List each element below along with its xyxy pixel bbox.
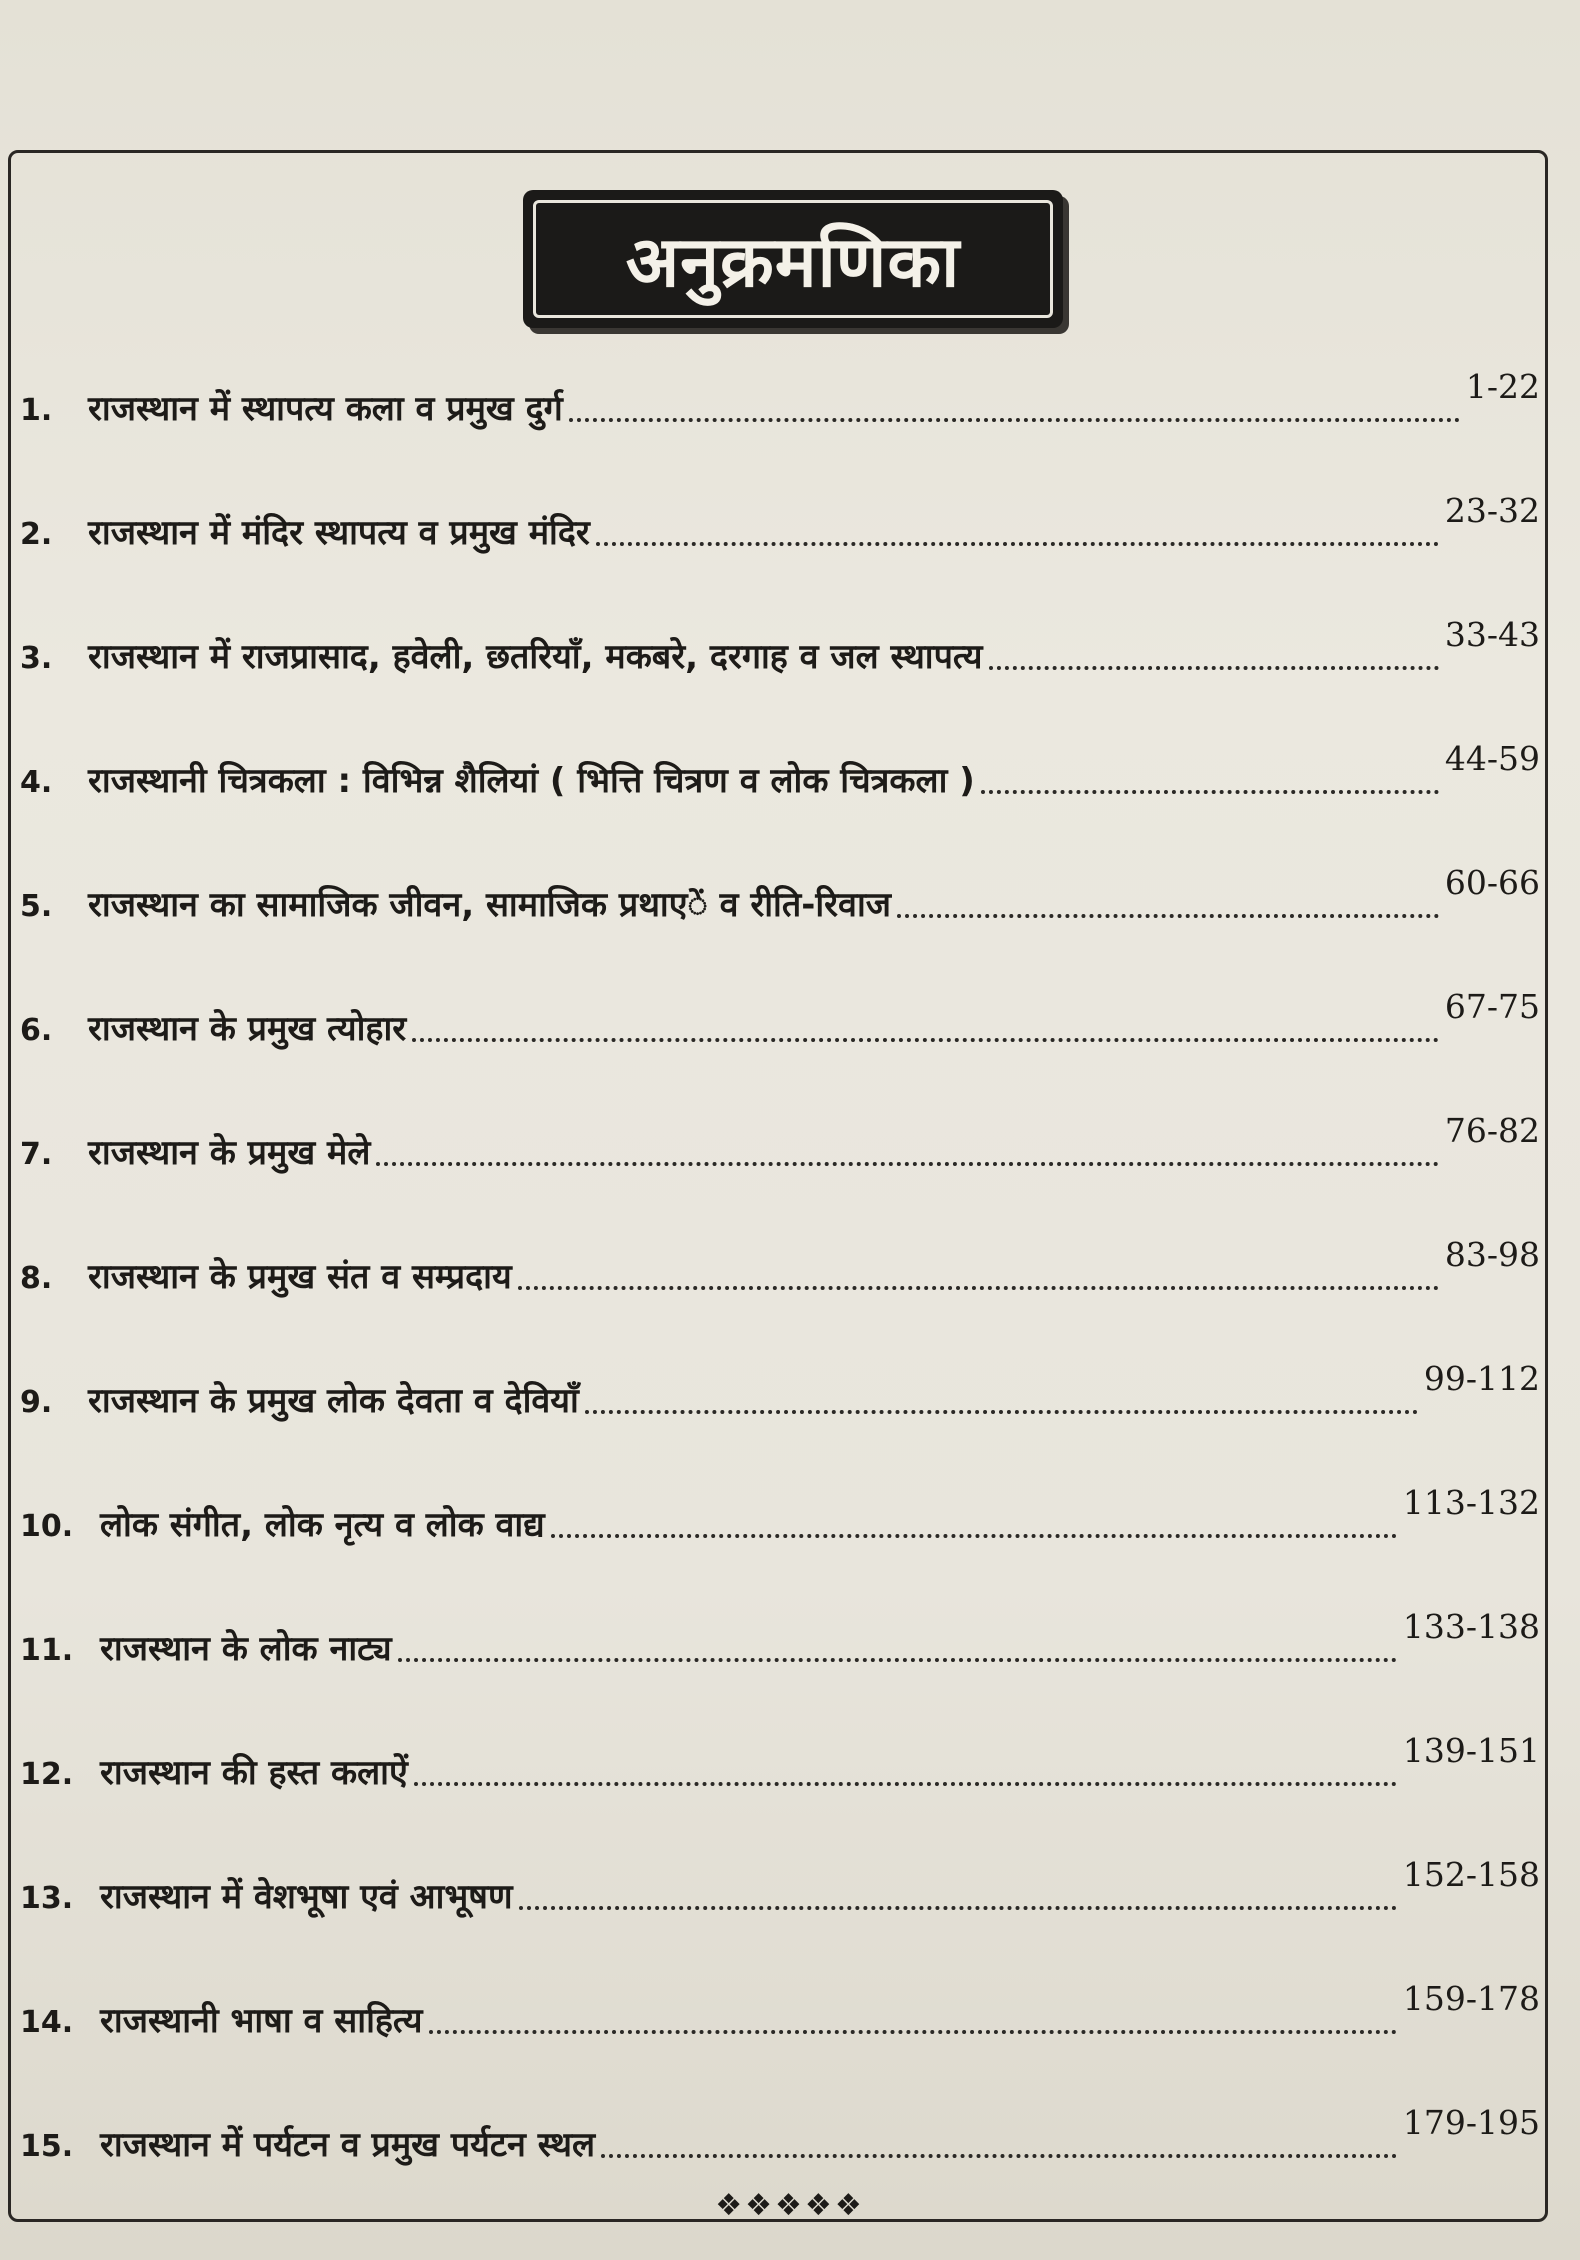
toc-entry xyxy=(20,1855,1540,1920)
toc-entry xyxy=(20,987,1540,1052)
entry-title: राजस्थान के लोक नाट्य xyxy=(100,1629,392,1669)
entry-pages: 179-195 xyxy=(1402,2103,1540,2142)
entry-title: राजस्थान के प्रमुख त्योहार xyxy=(88,1009,407,1049)
dot-leader xyxy=(414,1782,1397,1786)
entry-pages: 139-151 xyxy=(1402,1731,1540,1770)
entry-pages: 23-32 xyxy=(1444,491,1540,530)
entry-number: 6. xyxy=(20,1013,53,1048)
title-banner-inner xyxy=(533,200,1053,318)
toc-entry xyxy=(20,863,1540,928)
entry-number: 2. xyxy=(20,517,53,552)
toc-entry xyxy=(20,1235,1540,1300)
toc-entry xyxy=(20,367,1540,432)
dot-leader xyxy=(981,790,1439,794)
toc-entry xyxy=(20,1731,1540,1796)
dot-leader xyxy=(412,1038,1439,1042)
entry-number: 15. xyxy=(20,2129,74,2164)
entry-number: 12. xyxy=(20,1757,74,1792)
entry-pages: 60-66 xyxy=(1444,863,1540,902)
entry-title: राजस्थान में मंदिर स्थापत्य व प्रमुख मंदिर xyxy=(88,513,590,553)
entry-title: राजस्थान के प्रमुख संत व सम्प्रदाय xyxy=(88,1257,512,1297)
entry-number: 4. xyxy=(20,765,53,800)
entry-number: 3. xyxy=(20,641,53,676)
dot-leader xyxy=(429,2030,1397,2034)
entry-title: राजस्थान का सामाजिक जीवन, सामाजिक प्रथाएें व रीति-रिवाज xyxy=(88,885,891,925)
dot-leader xyxy=(376,1162,1438,1166)
entry-title: लोक संगीत, लोक नृत्य व लोक वाद्य xyxy=(100,1505,545,1545)
entry-number: 14. xyxy=(20,2005,74,2040)
entry-number: 5. xyxy=(20,889,53,924)
entry-pages: 44-59 xyxy=(1444,739,1540,778)
dot-leader xyxy=(519,1906,1397,1910)
entry-number: 9. xyxy=(20,1385,53,1420)
toc-entry xyxy=(20,1483,1540,1548)
entry-pages: 133-138 xyxy=(1402,1607,1540,1646)
entry-title: राजस्थान में राजप्रासाद, हवेली, छतरियाँ, मकबरे, दरगाह व जल स्थापत्य xyxy=(88,637,983,677)
entry-title: राजस्थानी भाषा व साहित्य xyxy=(100,2001,423,2041)
dot-leader xyxy=(897,914,1439,918)
entry-pages: 76-82 xyxy=(1444,1111,1540,1150)
entry-pages: 83-98 xyxy=(1444,1235,1540,1274)
entry-pages: 67-75 xyxy=(1444,987,1540,1026)
dot-leader xyxy=(585,1410,1418,1414)
entry-pages: 113-132 xyxy=(1402,1483,1540,1522)
dot-leader xyxy=(551,1534,1397,1538)
toc-entry xyxy=(20,491,1540,556)
dot-leader xyxy=(596,542,1439,546)
toc-entry xyxy=(20,1979,1540,2044)
entry-title: राजस्थान के प्रमुख लोक देवता व देवियाँ xyxy=(88,1381,579,1421)
toc-entry xyxy=(20,1607,1540,1672)
entry-title: राजस्थान में पर्यटन व प्रमुख पर्यटन स्थल xyxy=(100,2125,596,2165)
dot-leader xyxy=(601,2154,1397,2158)
entry-pages: 159-178 xyxy=(1402,1979,1540,2018)
end-ornament: ❖❖❖❖❖ xyxy=(715,2188,865,2223)
toc-entry xyxy=(20,615,1540,680)
entry-pages: 1-22 xyxy=(1465,367,1540,406)
toc-entry xyxy=(20,1111,1540,1176)
entry-title: राजस्थानी चित्रकला : विभिन्न शैलियां ( भित्ति चित्रण व लोक चित्रकला ) xyxy=(88,761,975,801)
entry-title: राजस्थान में स्थापत्य कला व प्रमुख दुर्ग xyxy=(88,389,563,429)
toc-entry xyxy=(20,2103,1540,2168)
entry-title: राजस्थान में वेशभूषा एवं आभूषण xyxy=(100,1877,513,1917)
entry-number: 7. xyxy=(20,1137,53,1172)
entry-number: 13. xyxy=(20,1881,74,1916)
entry-number: 8. xyxy=(20,1261,53,1296)
entry-pages: 33-43 xyxy=(1444,615,1540,654)
entry-pages: 99-112 xyxy=(1423,1359,1540,1398)
dot-leader xyxy=(398,1658,1397,1662)
entry-title: राजस्थान के प्रमुख मेले xyxy=(88,1133,371,1173)
toc-entry xyxy=(20,739,1540,804)
dot-leader xyxy=(518,1286,1439,1290)
entry-number: 11. xyxy=(20,1633,74,1668)
toc-entry xyxy=(20,1359,1540,1424)
page-title: अनुक्रमणिका xyxy=(625,221,961,303)
dot-leader xyxy=(989,666,1439,670)
dot-leader xyxy=(569,418,1460,422)
entry-title: राजस्थान की हस्त कलाऐं xyxy=(100,1753,408,1793)
entry-pages: 152-158 xyxy=(1402,1855,1540,1894)
entry-number: 1. xyxy=(20,393,53,428)
entry-number: 10. xyxy=(20,1509,74,1544)
title-banner xyxy=(523,190,1063,328)
